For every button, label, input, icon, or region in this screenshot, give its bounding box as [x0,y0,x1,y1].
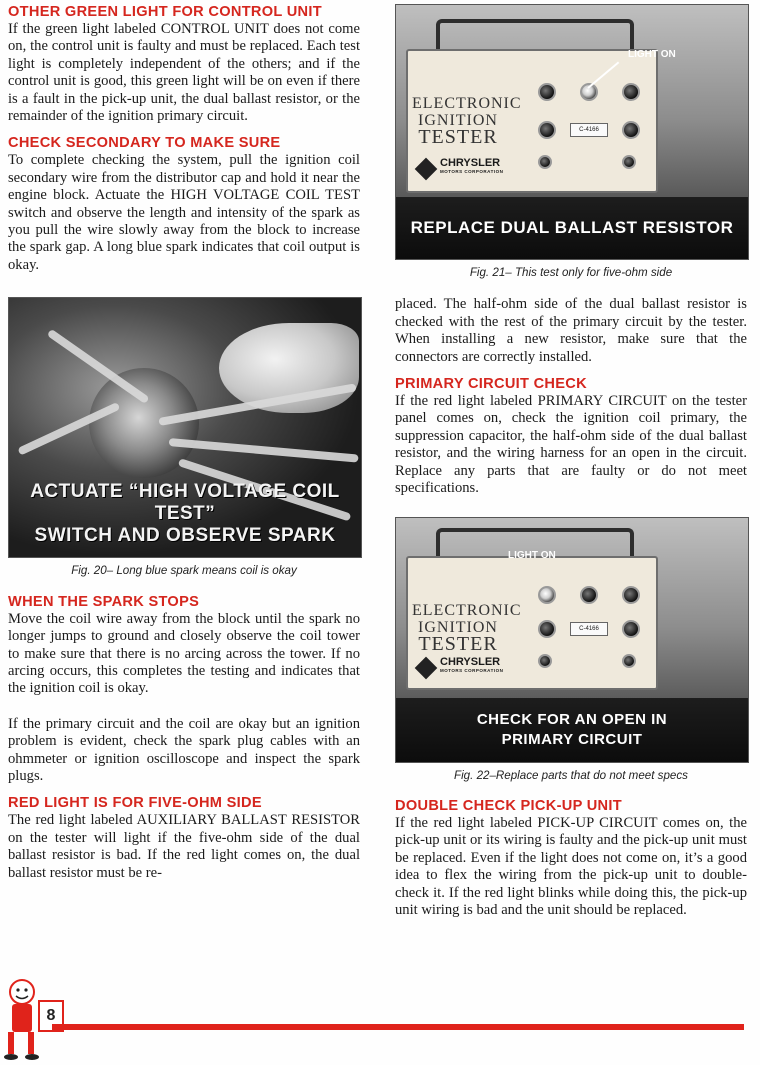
light-on-label: LIGHT ON [508,550,556,562]
figure-22-tester-photo [395,517,749,763]
model-plate: C-4166 [570,123,608,137]
tester-title [412,95,522,148]
ignition-switch-knob [538,121,556,139]
paragraph-primary-circuit-check: If the red light labeled PRIMARY CIRCUIT on the tester panel comes on, check the ignition coil primary, the suppression capacitor, the half-ohm side of the dual ballast resistor, and the wiring harness for an open in the circuit. Replace any parts that are faulty or do not meet specifications. [395,393,747,497]
figure-22-banner [396,698,748,762]
heading-red-light-five-ohm: RED LIGHT IS FOR FIVE-OHM SIDE [8,795,262,812]
circuit-breaker-button [538,155,552,169]
tester-title-line-1: ELECTRONIC [412,95,522,112]
coil-test-button [622,654,636,668]
pentastar-logo [415,158,438,181]
tester-title-line-1: ELECTRONIC [412,602,522,620]
tester-panel [406,49,658,193]
paragraph-red-light-five-ohm: The red light labeled AUXILIARY BALLAST RESISTOR on the tester will light if the five-ohm side of the dual ballast resistor is bad. If the red light comes on, the dual ballast resistor must be re- [8,812,360,881]
circuit-breaker-button [538,654,552,668]
heading-double-check-pickup: DOUBLE CHECK PICK-UP UNIT [395,797,622,814]
figure-22-banner-line-2: PRIMARY CIRCUIT [501,731,643,749]
tester-title-line-3: TESTER [418,126,498,148]
auxiliary-ballast-light [580,586,598,604]
paragraph-half-ohm-side: placed. The half-ohm side of the dual ballast resistor is checked with the rest of the primary circuit by the tester. When installing a new resistor, make sure that the connectors are correctly installed. [395,296,747,365]
chrysler-brand: CHRYSLER [440,157,501,169]
figure-20-banner [9,481,361,547]
chrysler-logo [440,656,503,673]
figure-21-tester-photo [395,4,749,260]
ignition-switch-knob [538,620,556,638]
tester-handle [436,19,634,53]
heading-check-secondary: CHECK SECONDARY TO MAKE SURE [8,135,281,152]
chrysler-sub: MOTORS CORPORATION [440,169,504,174]
paragraph-when-spark-stops: Move the coil wire away from the block until the spark no longer jumps to ground and closely observe the coil tower to make sure that there is no arcing across the tower. If no arcing occurs, this completes the testing and indicates that the ignition coil is okay. [8,610,360,697]
coil-test-button [622,155,636,169]
pickup-circuit-light [622,83,640,101]
chrysler-sub: MOTORS CORPORATION [440,668,504,674]
figure-21-banner: REPLACE DUAL BALLAST RESISTOR [396,197,748,259]
light-on-label: LIGHT ON [628,49,676,60]
tester-title-line-3: TESTER [418,633,498,656]
primary-circuit-light [538,83,556,101]
figure-22-banner-line-1: CHECK FOR AN OPEN IN [476,711,668,729]
spark-plug-wire [169,438,359,463]
pentastar-logo [415,657,438,680]
figure-22-caption: Fig. 22–Replace parts that do not meet specs [454,769,688,783]
paragraph-primary-coil-okay: If the primary circuit and the coil are okay but an ignition problem is evident, check the spark plug cables with an ohmmeter or ignition oscilloscope and inspect the spark plugs. [8,715,360,784]
tester-title-line-2: IGNITION [418,619,498,637]
figure-20-banner-line-1: ACTUATE “HIGH VOLTAGE COIL TEST” [30,481,340,525]
footer-rule [52,1024,744,1030]
left-column [8,4,360,882]
heading-when-spark-stops: WHEN THE SPARK STOPS [8,593,200,610]
chrysler-brand: CHRYSLER [440,656,501,669]
heading-primary-circuit-check: PRIMARY CIRCUIT CHECK [395,376,587,393]
tester-title-line-2: IGNITION [418,112,498,129]
paragraph-control-unit: If the green light labeled CONTROL UNIT does not come on, the control unit is faulty and must be replaced. Each test light is completely independent of the others; and if the control unit is good, this green light will be on even if there is a fault in the pick-up unit, the dual ballast resistor, or the remainder of the ignition primary circuit. [8,21,360,125]
control-unit-light [622,121,640,139]
figure-20-caption: Fig. 20– Long blue spark means coil is okay [71,564,297,578]
figure-21-caption: Fig. 21– This test only for five-ohm side [469,266,673,279]
pickup-circuit-light [622,586,640,604]
figure-20-engine-photo [8,297,362,558]
model-plate: C-4166 [570,622,608,636]
tester-panel [406,556,658,690]
heading-other-green-light: OTHER GREEN LIGHT FOR CONTROL UNIT [8,4,322,20]
figure-20-banner-line-2: SWITCH AND OBSERVE SPARK [34,525,336,547]
paragraph-double-check-pickup: If the red light labeled PICK-UP CIRCUIT comes on, the pick-up unit or its wiring is faulty and the pick-up unit must be replaced. Even if the light does not come on, it’s a good idea to flex the wiring from the pick-up unit to double-check it. If the red light blinks while doing this, the pick-up unit wiring is bad and the unit should be replaced. [395,814,747,918]
right-column [395,4,747,919]
primary-circuit-light [538,586,556,604]
page-number: 8 [38,1000,64,1032]
chrysler-logo [440,157,503,174]
control-unit-light [622,620,640,638]
paragraph-check-secondary: To complete checking the system, pull the ignition coil secondary wire from the distributor cap and hold it near the engine block. Actuate the HIGH VOLTAGE COIL TEST switch and observe the length and intensity of the spark as you pull the wire slowly away from the block to increase the spark gap. A long blue spark indicates that coil output is okay. [8,152,360,273]
tester-title [412,602,522,656]
